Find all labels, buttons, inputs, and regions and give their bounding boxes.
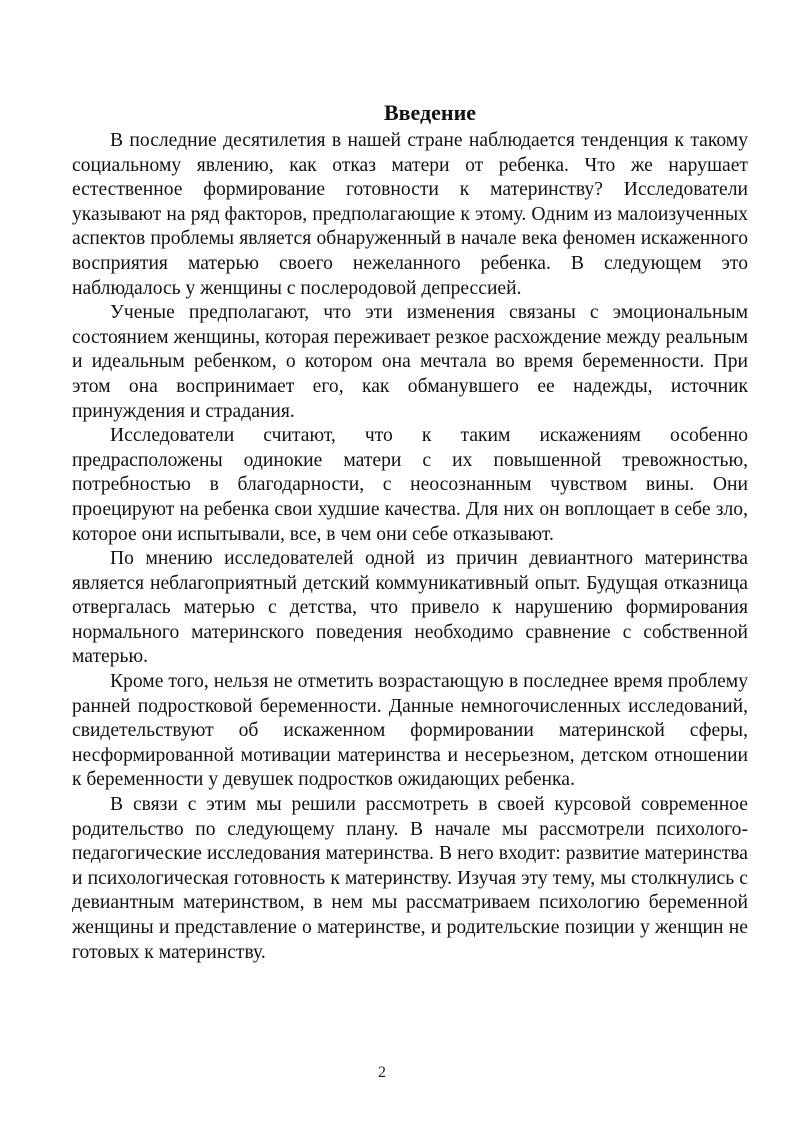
paragraph-2: Ученые предполагают, что эти изменения связаны с эмоциональным состоянием женщины, которая переживает резкое расхождение между реальным и идеальным ребенком, о котором она мечтала во время беременности. При этом она воспринимает его, как обманувшего ее надежды, источник принуждения и страдания. — [72, 302, 748, 422]
paragraph-3: Исследователи считают, что к таким искажениям особенно предрасположены одинокие матери с их повышенной тревожностью, потребностью в благодарности, с неосознанным чувством вины. Они проецируют на ребенка свои худшие качества. Для них он воплощает в себе зло, которое они испытывали, все, в чем они себе отказывают. — [72, 425, 748, 545]
document-body — [72, 98, 748, 965]
page-title: Введение — [383, 100, 477, 125]
paragraph-6: В связи с этим мы решили рассмотреть в своей курсовой современное родительство по следующему плану. В начале мы рассмотрели психолого-педагогические исследования материнства. В него входит: развитие материнства и психологическая готовность к материнству. Изучая эту тему, мы столкнулись с девиантным материнством, в нем мы рассматриваем психологию беременной женщины и представление о материнстве, и родительские позиции у женщин не готовых к материнству. — [72, 794, 748, 963]
paragraph-1: В последние десятилетия в нашей стране наблюдается тенденция к такому социальному явлению, как отказ матери от ребенка. Что же нарушает естественное формирование готовности к материнству? Исследователи указывают на ряд факторов, предполагающие к этому. Одним из малоизученных аспектов проблемы является обнаруженный в начале века феномен искаженного восприятия матерью своего нежеланного ребенка. В следующем это наблюдалось у женщины с послеродовой депрессией. — [72, 130, 748, 299]
paragraph-5: Кроме того, нельзя не отметить возрастающую в последнее время проблему ранней подростковой беременности. Данные немногочисленных исследований, свидетельствуют об искаженном формировании материнской сферы, несформированной мотивации материнства и несерьезном, детском отношении к беременности у девушек подростков ожидающих ребенка. — [72, 671, 748, 791]
page-number: 2 — [378, 1064, 386, 1081]
paragraph-4: По мнению исследователей одной из причин девиантного материнства является неблагоприятный детский коммуникативный опыт. Будущая отказница отвергалась матерью с детства, что привело к нарушению формирования нормального материнского поведения необходимо сравнение с собственной матерью. — [72, 548, 748, 668]
